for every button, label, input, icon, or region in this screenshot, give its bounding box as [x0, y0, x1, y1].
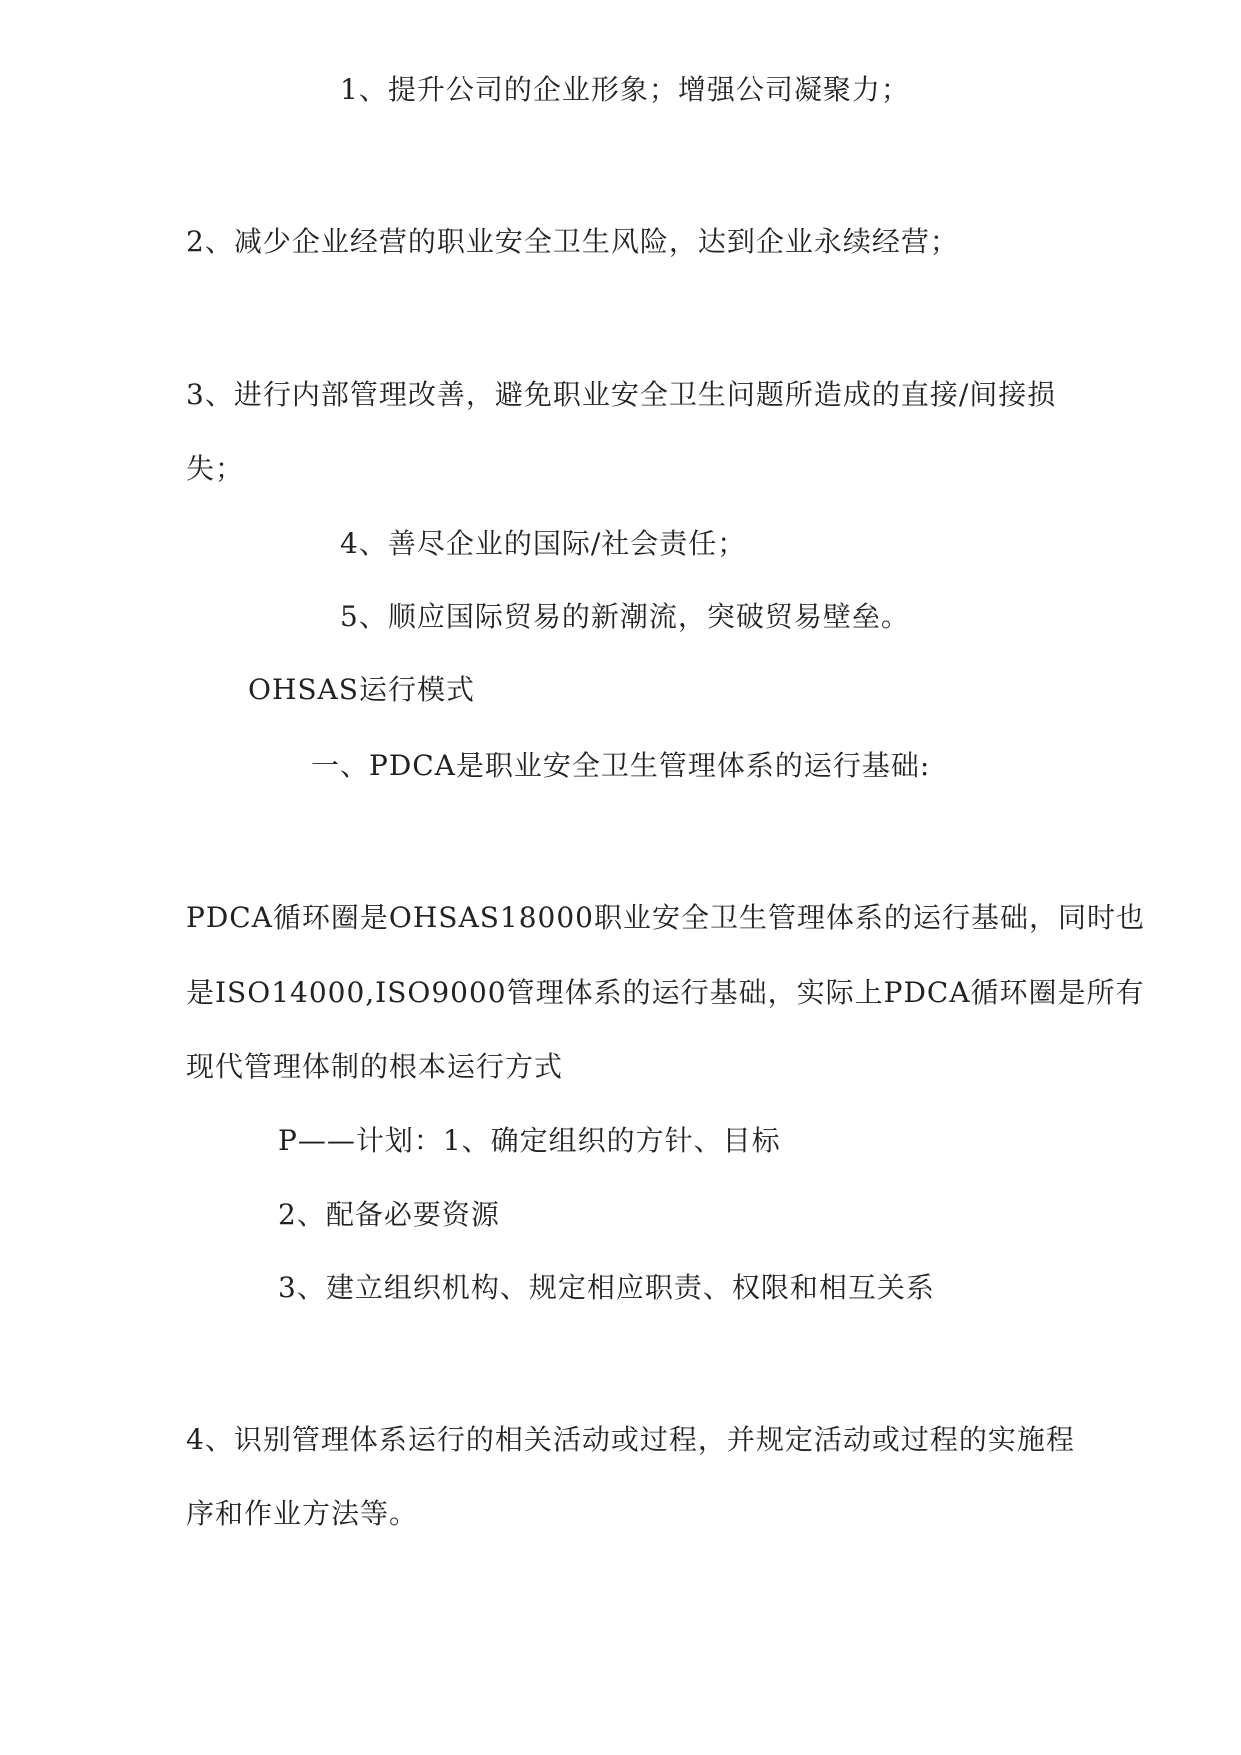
benefit-item-1: 1、提升公司的企业形象；增强公司凝聚力；	[340, 73, 910, 106]
plan-item-4: 4、识别管理体系运行的相关活动或过程，并规定活动或过程的实施程	[186, 1423, 1075, 1456]
paragraph-line-1: PDCA循环圈是OHSAS18000职业安全卫生管理体系的运行基础，同时也	[186, 901, 1145, 934]
benefit-item-3: 3、进行内部管理改善，避免职业安全卫生问题所造成的直接/间接损	[186, 378, 1057, 411]
subsection-heading: 一、PDCA是职业安全卫生管理体系的运行基础:	[311, 749, 931, 782]
paragraph-line-2: 是ISO14000,ISO9000管理体系的运行基础，实际上PDCA循环圈是所有	[186, 976, 1145, 1009]
benefit-item-3-continued: 失；	[186, 452, 245, 485]
plan-item-1: P——计划：1、确定组织的方针、目标	[278, 1124, 781, 1157]
plan-item-2: 2、配备必要资源	[278, 1198, 500, 1231]
plan-item-4-continued: 序和作业方法等。	[186, 1497, 419, 1530]
section-heading: OHSAS运行模式	[248, 673, 475, 706]
paragraph-line-3: 现代管理体制的根本运行方式	[186, 1050, 564, 1083]
benefit-item-5: 5、顺应国际贸易的新潮流，突破贸易壁垒。	[340, 600, 910, 633]
plan-item-3: 3、建立组织机构、规定相应职责、权限和相互关系	[278, 1271, 935, 1304]
benefit-item-4: 4、善尽企业的国际/社会责任；	[340, 527, 747, 560]
benefit-item-2: 2、减少企业经营的职业安全卫生风险，达到企业永续经营；	[186, 225, 959, 258]
